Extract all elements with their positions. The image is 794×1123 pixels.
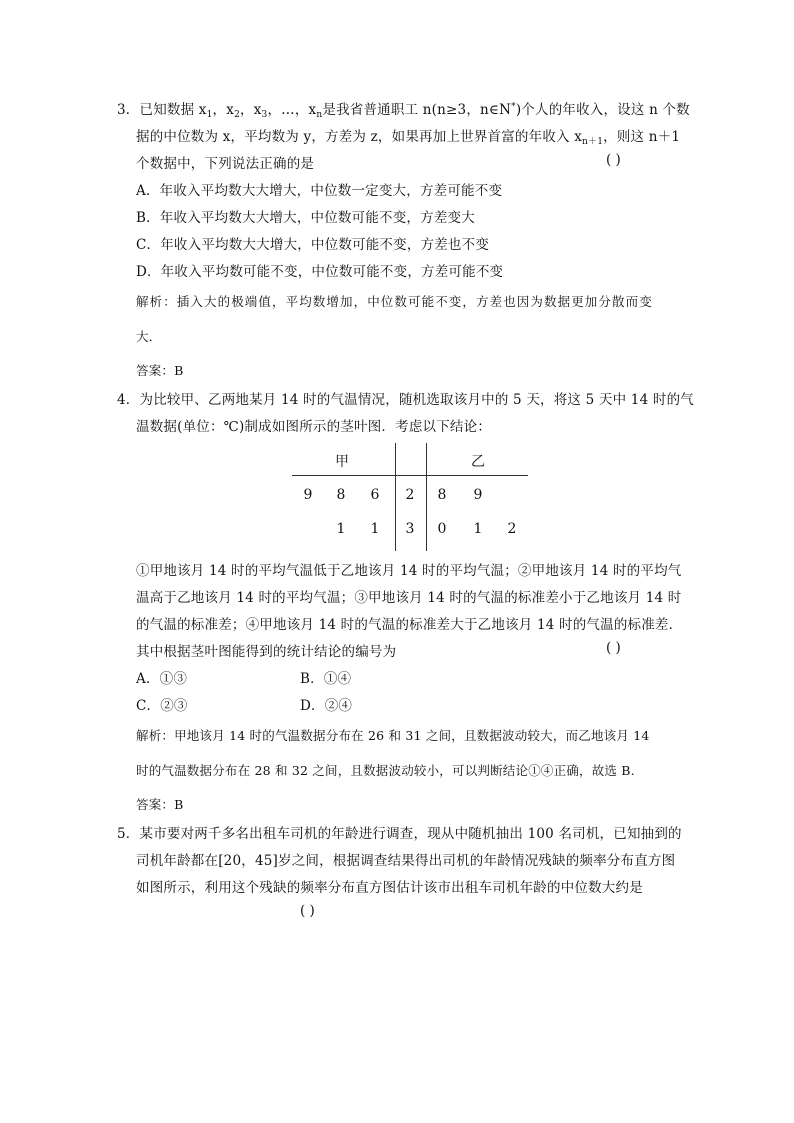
subscript: n＋1: [582, 137, 604, 147]
q3-text: 据的中位数为 x，平均数为 y，方差为 z，如果再加上世界首富的年收入 x: [136, 129, 583, 145]
leaf-left: 1: [336, 521, 346, 537]
leaf-right: 2: [507, 521, 517, 537]
q4-line-1: [117, 388, 694, 408]
q3-line-2: [136, 125, 680, 147]
q3-text: ，x: [212, 102, 235, 118]
q3-line-3: 个数据中，下列说法正确的是: [136, 156, 315, 172]
q3-text: 已知数据 x: [139, 102, 207, 118]
q3-option-a: A．年收入平均数大大增大，中位数一定变大，方差可能不变: [136, 183, 503, 199]
q4-line-2: 温数据(单位：℃)制成如图所示的茎叶图．考虑以下结论：: [136, 419, 492, 435]
subscript: 1: [206, 110, 213, 120]
q5-line-3: 如图所示，利用这个残缺的频率分布直方图估计该市出租车司机年龄的中位数大约是: [136, 880, 643, 896]
q4-statement-line-3: 的气温的标准差；④甲地该月 14 时的气温的标准差大于乙地该月 14 时的气温的标准差．: [136, 617, 683, 633]
leaf-right: 1: [473, 521, 483, 537]
leaf-right: 0: [437, 521, 447, 537]
q3-answer: 答案：B: [136, 363, 184, 378]
q4-analysis-line-2: 时的气温数据分布在 28 和 32 之间，且数据波动较小，可以判断结论①④正确，故选 B.: [136, 763, 635, 778]
q3-analysis-line-2: 大．: [136, 329, 162, 344]
leaf-right: 9: [473, 487, 483, 503]
q3-analysis-line-1: 解析：插入大的极端值，平均数增加，中位数可能不变，方差也因为数据更加分散而变: [136, 294, 653, 309]
q4-option-c: C．②③: [136, 698, 188, 714]
leaf-left: 8: [336, 487, 346, 503]
q3-text: 是我省普通职工 n(n≥3，n∈N: [322, 102, 512, 118]
q3-option-c: C．年收入平均数大大增大，中位数可能不变，方差也不变: [136, 237, 490, 253]
q4-statement-line-1: ①甲地该月 14 时的平均气温低于乙地该月 14 时的平均气温；②甲地该月 14 时的平均气: [136, 563, 682, 579]
q4-answer-blank: ( ): [606, 640, 621, 656]
leaf-left: 1: [370, 521, 380, 537]
q5-line-2: 司机年龄都在[20，45]岁之间，根据调查结果得出司机的年龄情况残缺的频率分布直方图: [136, 853, 676, 869]
stem: 3: [405, 521, 415, 537]
superscript: *: [511, 102, 516, 112]
leaf-left: 9: [303, 487, 313, 503]
q3-answer-blank: ( ): [606, 152, 621, 168]
leaf-left: 6: [370, 487, 380, 503]
q5-line-1: [117, 822, 682, 842]
q4-option-a: A．①③: [136, 671, 188, 687]
q5-text: 某市要对两千多名出租车司机的年龄进行调查，现从中随机抽出 100 名司机，已知抽到的: [139, 826, 682, 842]
q4-option-d: D．②④: [300, 698, 353, 714]
q3-line-1: [117, 98, 690, 120]
subscript: 3: [261, 110, 268, 120]
table-header-right: 乙: [471, 454, 485, 470]
table-divider-horizontal: [292, 475, 528, 476]
stem: 2: [405, 487, 415, 503]
q3-text: ，x: [240, 102, 262, 118]
q3-text: ，则这 n＋1: [603, 129, 681, 145]
q4-answer: 答案：B: [136, 797, 184, 812]
q5-answer-blank: ( ): [300, 903, 315, 919]
q3-text: ，…，x: [267, 102, 317, 118]
q4-option-b: B．①④: [300, 671, 352, 687]
q4-text: 为比较甲、乙两地某月 14 时的气温情况，随机选取该月中的 5 天，将这 5 天中 14 时的气: [139, 392, 694, 408]
q4-statement-line-2: 温高于乙地该月 14 时的平均气温；③甲地该月 14 时的气温的标准差小于乙地该月 14 时: [136, 590, 682, 606]
q4-statement-line-4: 其中根据茎叶图能得到的统计结论的编号为: [136, 644, 397, 660]
subscript: n: [316, 110, 323, 120]
table-divider-left: [395, 443, 396, 551]
q5-number: 5．: [117, 826, 140, 842]
q4-number: 4．: [117, 392, 140, 408]
table-header-left: 甲: [335, 454, 349, 470]
q3-option-d: D．年收入平均数可能不变，中位数可能不变，方差可能不变: [136, 264, 504, 280]
q4-analysis-line-1: 解析：甲地该月 14 时的气温数据分布在 26 和 31 之间，且数据波动较大，而乙地该月 14: [136, 728, 650, 743]
subscript: 2: [234, 110, 240, 120]
q3-option-b: B．年收入平均数大大增大，中位数可能不变，方差变大: [136, 210, 475, 226]
table-divider-right: [426, 443, 427, 551]
q3-number: 3．: [117, 102, 140, 118]
q3-text: )个人的年收入，设这 n 个数: [515, 102, 690, 118]
leaf-right: 8: [437, 487, 447, 503]
